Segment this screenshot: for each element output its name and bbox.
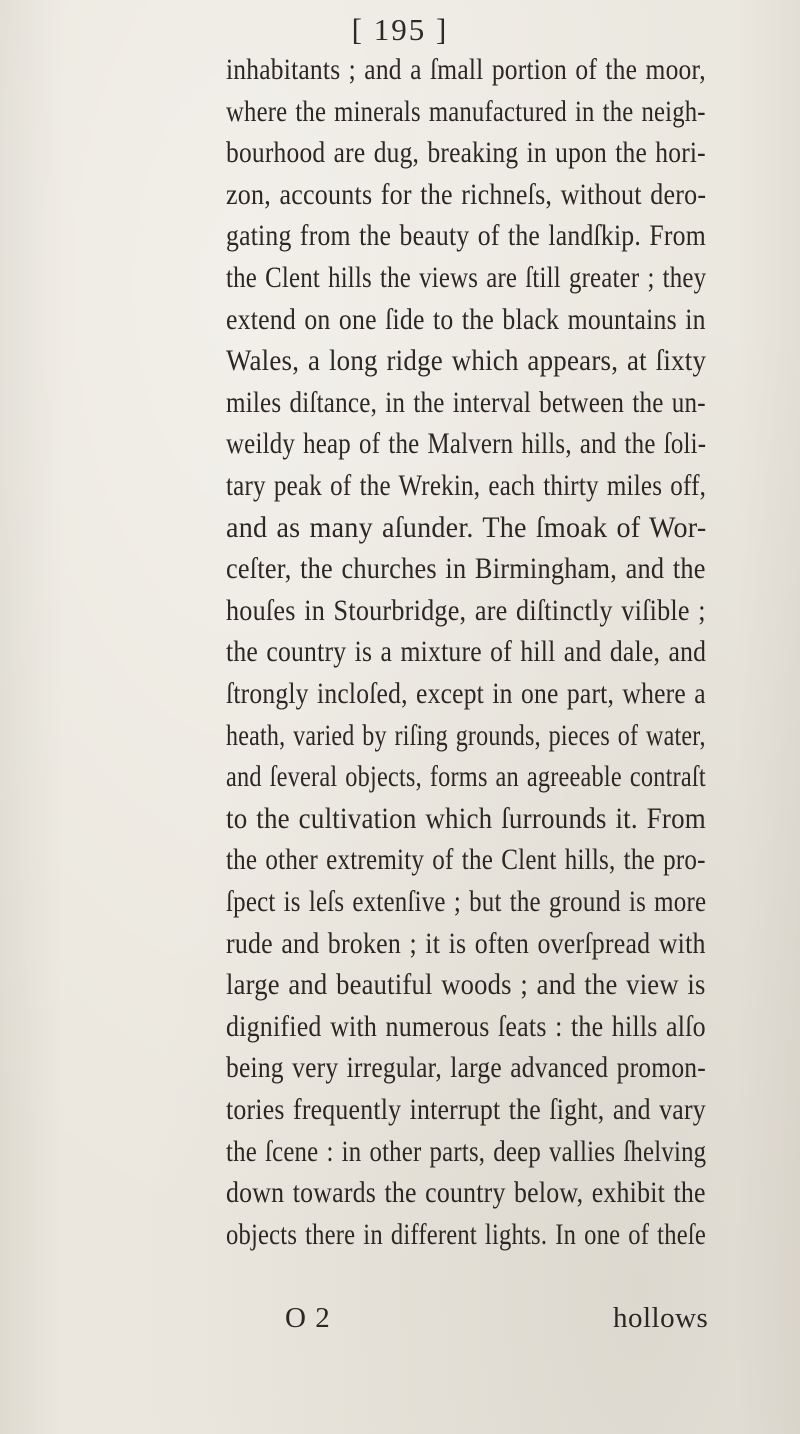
text-line: the ſcene : in other parts, deep vallies ſhelving — [226, 1135, 707, 1168]
text-line: ſpect is leſs extenſive ; but the ground is more — [226, 886, 707, 918]
signature-mark: O 2 — [285, 1302, 331, 1334]
text-line: ſtrongly incloſed, except in one part, where a — [226, 678, 706, 710]
text-line: being very irregular, large advanced promon- — [226, 1052, 706, 1085]
text-line: where the minerals manufactured in the neigh- — [226, 95, 706, 128]
text-line: tary peak of the Wrekin, each thirty miles off, — [226, 470, 707, 502]
text-line: the country is a mixture of hill and dale, and — [226, 636, 707, 669]
page-number: [ 195 ] — [351, 12, 449, 47]
text-line: bourhood are dug, breaking in upon the hori- — [226, 137, 706, 170]
text-line: large and beautiful woods ; and the view is — [226, 969, 706, 1002]
text-line: zon, accounts for the richneſs, without dero- — [226, 178, 707, 211]
text-line: tories frequently interrupt the ſight, and vary — [226, 1094, 706, 1126]
text-line: Wales, a long ridge which appears, at ſixty — [226, 345, 707, 378]
text-line: gating from the beauty of the landſkip. From — [226, 220, 706, 253]
text-line: and ſeveral objects, forms an agreeable contraſt — [226, 761, 706, 794]
text-line: rude and broken ; it is often overſpread with — [226, 927, 706, 960]
text-line: the Clent hills the views are ſtill greater ; they — [226, 262, 707, 294]
page-footer — [0, 1302, 800, 1342]
text-line: inhabitants ; and a ſmall portion of the moor, — [226, 54, 706, 86]
text-line: dignified with numerous ſeats : the hills alſo — [226, 1010, 706, 1043]
text-line: miles diſtance, in the interval between the un- — [226, 386, 706, 419]
text-line: heath, varied by riſing grounds, pieces of water, — [226, 719, 706, 752]
text-line: to the cultivation which ſurrounds it. From — [226, 802, 707, 835]
text-line: and as many aſunder. The ſmoak of Wor- — [226, 511, 707, 544]
text-line: objects there in different lights. In one of theſe — [226, 1218, 706, 1251]
text-line: weildy heap of the Malvern hills, and the ſoli- — [226, 428, 707, 461]
text-line: down towards the country below, exhibit the — [226, 1177, 706, 1210]
text-line: the other extremity of the Clent hills, the pro- — [226, 844, 706, 877]
catchword: hollows — [613, 1302, 709, 1334]
text-line: houſes in Stourbridge, are diſtinctly viſible ; — [226, 594, 706, 627]
text-line: extend on one ſide to the black mountains in — [226, 303, 706, 336]
text-line: ceſter, the churches in Birmingham, and the — [226, 553, 706, 586]
